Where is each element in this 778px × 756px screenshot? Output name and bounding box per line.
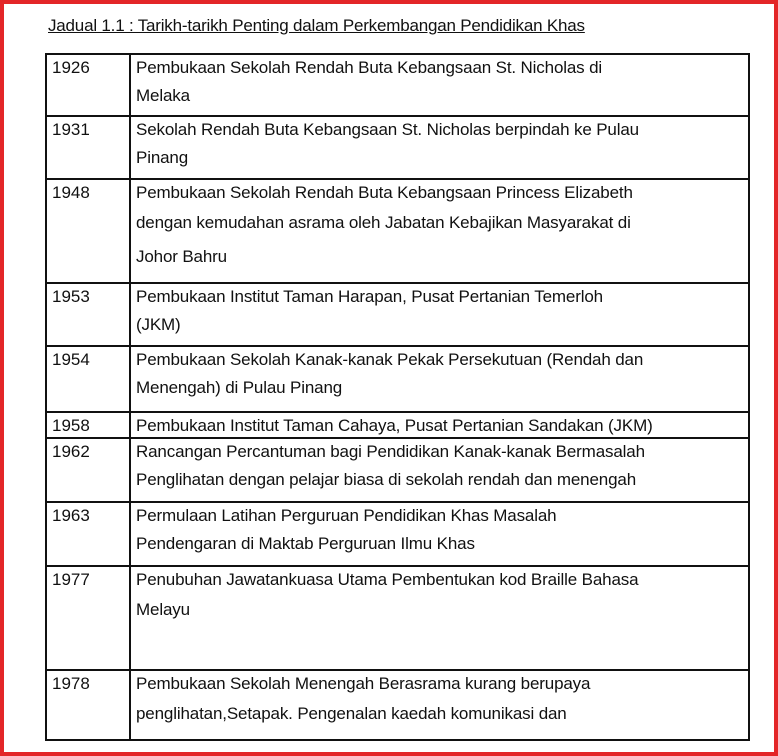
description-line: Penglihatan dengan pelajar biasa di sekolah rendah dan menengah xyxy=(136,470,637,489)
year-cell: 1978 xyxy=(46,670,130,740)
year-cell: 1931 xyxy=(46,116,130,179)
description-cell xyxy=(130,502,749,566)
description-line: Rancangan Percantuman bagi Pendidikan Kanak-kanak Bermasalah xyxy=(136,442,645,461)
table-caption: Jadual 1.1 : Tarikh-tarikh Penting dalam Perkembangan Pendidikan Khas xyxy=(48,16,585,35)
description-line: Pendengaran di Maktab Perguruan Ilmu Khas xyxy=(136,534,475,553)
description-cell xyxy=(130,438,749,502)
description-cell xyxy=(130,566,749,670)
year-cell: 1926 xyxy=(46,54,130,116)
table-row xyxy=(46,116,749,179)
description-line: Pembukaan Sekolah Kanak-kanak Pekak Persekutuan (Rendah dan xyxy=(136,350,644,369)
description-cell xyxy=(130,116,749,179)
description-line: penglihatan,Setapak. Pengenalan kaedah komunikasi dan xyxy=(136,704,567,723)
table-row xyxy=(46,502,749,566)
table-row xyxy=(46,283,749,346)
year-cell: 1977 xyxy=(46,566,130,670)
description-cell xyxy=(130,54,749,116)
description-line: Johor Bahru xyxy=(136,247,227,266)
description-cell xyxy=(130,179,749,283)
year-cell: 1954 xyxy=(46,346,130,412)
description-line: Pembukaan Sekolah Rendah Buta Kebangsaan Princess Elizabeth xyxy=(136,183,633,202)
description-line: dengan kemudahan asrama oleh Jabatan Kebajikan Masyarakat di xyxy=(136,213,631,232)
description-cell xyxy=(130,346,749,412)
description-cell xyxy=(130,670,749,740)
year-cell: 1958 xyxy=(46,412,130,438)
year-cell: 1962 xyxy=(46,438,130,502)
description-line: Menengah) di Pulau Pinang xyxy=(136,378,343,397)
table-row xyxy=(46,670,749,740)
description-line: Pembukaan Institut Taman Harapan, Pusat Pertanian Temerloh xyxy=(136,287,603,306)
year-cell: 1953 xyxy=(46,283,130,346)
description-line: Pinang xyxy=(136,148,189,167)
table-row xyxy=(46,346,749,412)
description-line: Melayu xyxy=(136,600,190,619)
description-line: Permulaan Latihan Perguruan Pendidikan Khas Masalah xyxy=(136,506,557,525)
description-line: Melaka xyxy=(136,86,190,105)
description-cell xyxy=(130,412,749,438)
year-cell: 1963 xyxy=(46,502,130,566)
table-row xyxy=(46,179,749,283)
table-row xyxy=(46,566,749,670)
description-line: (JKM) xyxy=(136,315,181,334)
description-line: Penubuhan Jawatankuasa Utama Pembentukan kod Braille Bahasa xyxy=(136,570,639,589)
description-line: Pembukaan Institut Taman Cahaya, Pusat Pertanian Sandakan (JKM) xyxy=(136,416,653,435)
timeline-table xyxy=(45,53,750,741)
year-cell: 1948 xyxy=(46,179,130,283)
description-line: Sekolah Rendah Buta Kebangsaan St. Nicholas berpindah ke Pulau xyxy=(136,120,639,139)
description-line: Pembukaan Sekolah Rendah Buta Kebangsaan St. Nicholas di xyxy=(136,58,603,77)
description-line: Pembukaan Sekolah Menengah Berasrama kurang berupaya xyxy=(136,674,591,693)
table-row xyxy=(46,412,749,438)
table-row xyxy=(46,438,749,502)
table-row xyxy=(46,54,749,116)
description-cell xyxy=(130,283,749,346)
